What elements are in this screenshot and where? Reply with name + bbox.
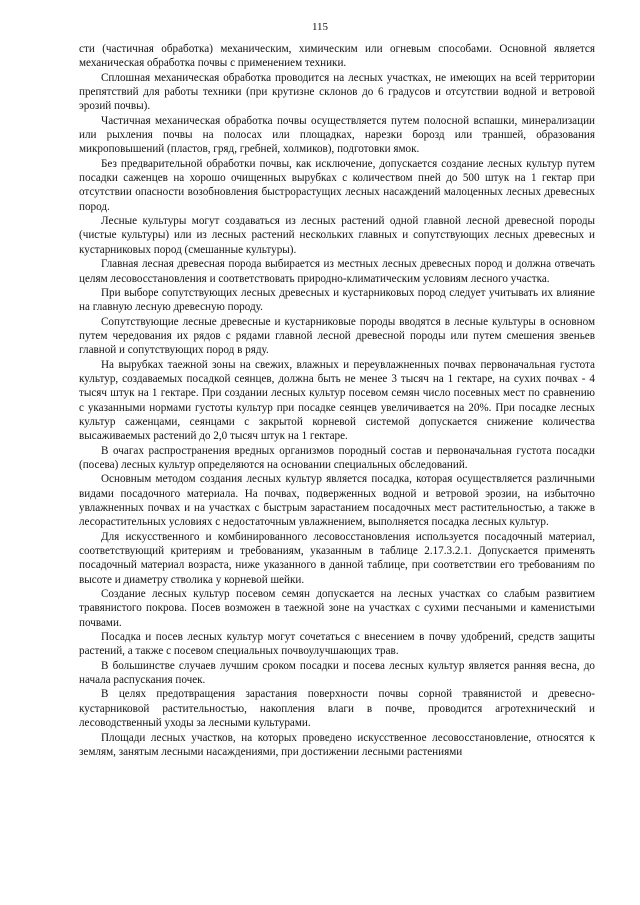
paragraph: В целях предотвращения зарастания поверхности почвы сорной травянистой и древесно-кустарниковой растительностью, накопления влаги в почве, проводится агротехнический и лесоводственный уходы за лесными культурами. <box>79 688 595 730</box>
paragraph: Площади лесных участков, на которых проведено искусственное лесовосстановление, относятся к землям, занятым лесными насаждениями, при достижении лесными растениями <box>79 731 595 758</box>
paragraph: При выборе сопутствующих лесных древесных и кустарниковых пород следует учитывать их влияние на главную лесную древесную породу. <box>79 286 595 314</box>
paragraph: Главная лесная древесная порода выбирается из местных лесных древесных пород и должна отвечать целям лесовосстановления и соответствовать природно-климатическим условиям лесного участка. <box>79 258 595 285</box>
paragraph: Посадка и посев лесных культур могут сочетаться с внесением в почву удобрений, средств защиты растений, а также с посевом специальных почвоулучшающих трав. <box>79 631 595 658</box>
paragraph: В очагах распространения вредных организмов породный состав и первоначальная густота посадки (посева) лесных культур определяются на основании специальных обследований. <box>79 444 595 471</box>
paragraph: В большинстве случаев лучшим сроком посадки и посева лесных культур является ранняя весна, до начала распускания почек. <box>79 659 595 687</box>
page-number: 115 <box>311 21 329 33</box>
paragraph: Для искусственного и комбинированного лесовосстановления используется посадочный материал, соответствующий критериям и требованиям, указанным в таблице 2.17.3.2.1. Допускается применять посадочный материал возраста, ниже указанного в данной таблице, при соответствии его требованиям по высоте и диаметру стволика у корневой шейки. <box>79 530 595 586</box>
paragraph: Основным методом создания лесных культур является посадка, которая осуществляется различными видами посадочного материала. На почвах, подверженных водной и ветровой эрозии, на избыточно увлажненных почвах и на участках с быстрым зарастанием посадочных мест растительностью, а также в лесорастительных условиях с недостаточным увлажнением, выполняется посадка лесных культур. <box>79 473 595 529</box>
paragraph: сти (частичная обработка) механическим, химическим или огневым способами. Основной является механическая обработка почвы с применением техники. <box>79 43 595 70</box>
paragraph: Создание лесных культур посевом семян допускается на лесных участках со слабым развитием травянистого покрова. Посев возможен в таежной зоне на участках с сухими песчаными и каменистыми почвами. <box>79 588 595 629</box>
paragraph: Без предварительной обработки почвы, как исключение, допускается создание лесных культур путем посадки саженцев на хорошо очищенных вырубках с количеством пней до 500 штук на 1 гектар при отсутствии опасности возобновления быстрорастущих лесных насаждений малоценных лесных древесных пород. <box>79 157 595 213</box>
paragraph: На вырубках таежной зоны на свежих, влажных и переувлажненных почвах первоначальная густота культур, создаваемых посадкой сеянцев, должна быть не менее 3 тысяч на 1 гектаре, на сухих почвах - 4 тысяч штук на 1 гектаре. При создании лесных культур посевом семян число посевных мест по сравнению с указанными нормами густоты культур при посадке сеянцев увеличивается на 20%. При посадке лесных культур саженцами, сеянцами с закрытой корневой системой допускается снижение количества высаживаемых растений до 2,0 тысяч штук на 1 гектаре. <box>79 358 595 443</box>
body-text <box>79 42 595 759</box>
paragraph: Частичная механическая обработка почвы осуществляется путем полосной вспашки, минерализации или рыхления почвы на полосах или площадках, нарезки борозд или траншей, образования микроповышений (пластов, гряд, гребней, холмиков), подготовки ямок. <box>79 114 595 156</box>
paragraph: Лесные культуры могут создаваться из лесных растений одной главной лесной древесной породы (чистые культуры) или из лесных растений нескольких главных и сопутствующих лесных древесных и кустарниковых пород (смешанные культуры). <box>79 215 595 256</box>
paragraph: Сплошная механическая обработка проводится на лесных участках, не имеющих на всей территории препятствий для работы техники (при крутизне склонов до 6 градусов и отсутствии водной и ветровой эрозий почвы). <box>79 71 595 113</box>
paragraph: Сопутствующие лесные древесные и кустарниковые породы вводятся в лесные культуры в основном путем чередования их рядов с рядами главной лесной древесной породы или путем смешения звеньев главной и сопутствующих пород в ряду. <box>79 315 595 357</box>
